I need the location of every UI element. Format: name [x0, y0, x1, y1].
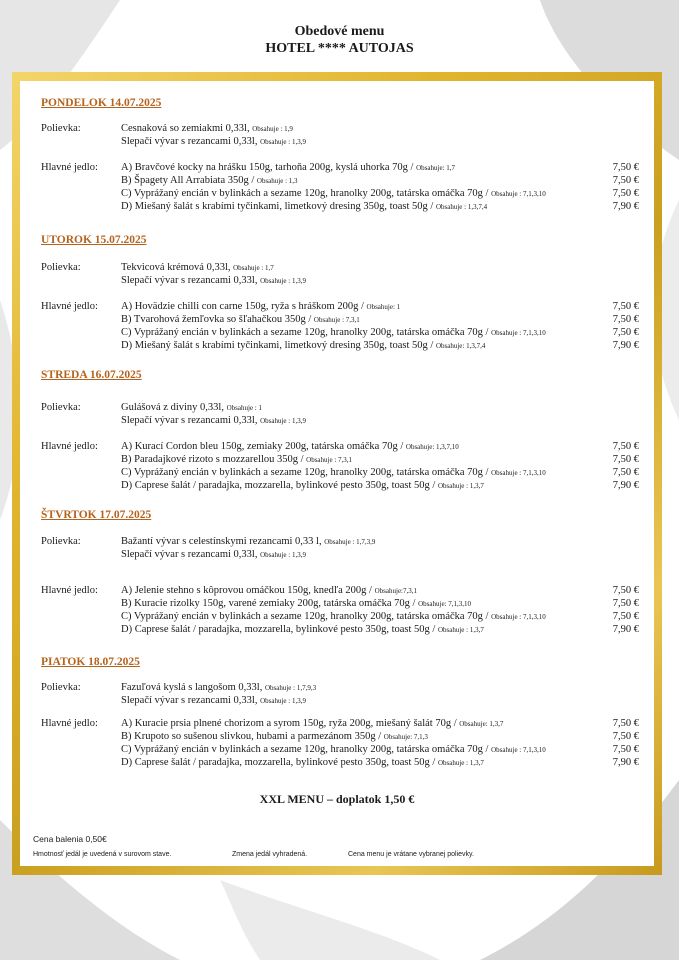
soup-item: Tekvicová krémová 0,33l, Obsahuje : 1,7: [121, 262, 274, 273]
day-heading: STREDA 16.07.2025: [41, 369, 142, 381]
soup-label: Polievka:: [41, 123, 81, 134]
price: 7,50 €: [612, 598, 639, 609]
day-heading: ŠTVRTOK 17.07.2025: [41, 509, 152, 521]
packaging-price: Cena balenia 0,50€: [33, 834, 107, 844]
price: 7,90 €: [612, 201, 639, 212]
main-label: Hlavné jedlo:: [41, 301, 98, 312]
price: 7,50 €: [612, 301, 639, 312]
menu-title: Obedové menu: [294, 24, 385, 39]
main-item: C) Vyprážaný encián v bylinkách a sezame 120g, hranolky 200g, tatárska omáčka 70g / Obsahuje : 7,1,3,10: [121, 744, 546, 755]
soup-item: Slepačí vývar s rezancami 0,33l, Obsahuje : 1,3,9: [121, 549, 306, 560]
main-item: D) Caprese šalát / paradajka, mozzarella, bylinkové pesto 350g, toast 50g / Obsahuje : 1,3,7: [121, 480, 484, 491]
price: 7,50 €: [612, 162, 639, 173]
day-heading: PIATOK 18.07.2025: [41, 656, 140, 668]
price: 7,50 €: [612, 744, 639, 755]
main-item: B) Kuracie rizolky 150g, varené zemiaky 200g, tatárska omáčka 70g / Obsahuje: 7,1,3,10: [121, 598, 471, 609]
main-item: D) Caprese šalát / paradajka, mozzarella, bylinkové pesto 350g, toast 50g / Obsahuje : 1,3,7: [121, 624, 484, 635]
price: 7,90 €: [612, 340, 639, 351]
main-item: D) Miešaný šalát s krabími tyčinkami, limetkový dresing 350g, toast 50g / Obsahuje: 1,3,7,4: [121, 340, 486, 351]
gold-frame: [12, 72, 662, 875]
soup-item: Slepačí vývar s rezancami 0,33l, Obsahuje : 1,3,9: [121, 136, 306, 147]
main-item: A) Jelenie stehno s kôprovou omáčkou 150g, knedľa 200g / Obsahuje:7,3,1: [121, 585, 417, 596]
footer-note-price: Cena menu je vrátane vybranej polievky.: [348, 851, 474, 858]
main-item: C) Vyprážaný encián v bylinkách a sezame 120g, hranolky 200g, tatárska omáčka 70g / Obsahuje : 7,1,3,10: [121, 327, 546, 338]
price: 7,90 €: [612, 757, 639, 768]
main-label: Hlavné jedlo:: [41, 585, 98, 596]
main-item: B) Špagety All Arrabiata 350g / Obsahuje : 1,3: [121, 175, 298, 186]
main-label: Hlavné jedlo:: [41, 718, 98, 729]
soup-label: Polievka:: [41, 262, 81, 273]
main-item: D) Miešaný šalát s krabími tyčinkami, limetkový dresing 350g, toast 50g / Obsahuje : 1,3,7,4: [121, 201, 488, 212]
price: 7,50 €: [612, 611, 639, 622]
price: 7,90 €: [612, 480, 639, 491]
main-item: A) Bravčové kocky na hrášku 150g, tarhoňa 200g, kyslá uhorka 70g / Obsahuje: 1,7: [121, 162, 455, 173]
main-item: C) Vyprážaný encián v bylinkách a sezame 120g, hranolky 200g, tatárska omáčka 70g / Obsahuje : 7,1,3,10: [121, 467, 546, 478]
soup-label: Polievka:: [41, 536, 81, 547]
soup-item: Slepačí vývar s rezancami 0,33l, Obsahuje : 1,3,9: [121, 275, 306, 286]
price: 7,50 €: [612, 454, 639, 465]
soup-item: Cesnaková so zemiakmi 0,33l, Obsahuje : 1,9: [121, 123, 293, 134]
soup-item: Gulášová z diviny 0,33l, Obsahuje : 1: [121, 402, 262, 413]
price: 7,50 €: [612, 441, 639, 452]
main-label: Hlavné jedlo:: [41, 162, 98, 173]
menu-sheet: [20, 81, 654, 866]
price: 7,50 €: [612, 188, 639, 199]
price: 7,50 €: [612, 327, 639, 338]
price: 7,50 €: [612, 585, 639, 596]
main-item: A) Kuracie prsia plnené chorizom a syrom 150g, ryža 200g, miešaný šalát 70g / Obsahuje: 1,3,7: [121, 718, 504, 729]
main-item: B) Krupoto so sušenou slivkou, hubami a parmezánom 350g / Obsahuje: 7,1,3: [121, 731, 428, 742]
soup-item: Bažantí vývar s celestínskymi rezancami 0,33 l, Obsahuje : 1,7,3,9: [121, 536, 376, 547]
xxl-menu-note: XXL MENU – doplatok 1,50 €: [259, 792, 415, 806]
footer-note-change: Zmena jedál vyhradená.: [232, 851, 308, 858]
price: 7,50 €: [612, 718, 639, 729]
day-heading: UTOROK 15.07.2025: [41, 234, 147, 246]
soup-label: Polievka:: [41, 402, 81, 413]
soup-item: Fazuľová kyslá s langošom 0,33l, Obsahuje : 1,7,9,3: [121, 682, 317, 693]
main-item: A) Hovädzie chilli con carne 150g, ryža s hráškom 200g / Obsahuje: 1: [121, 301, 401, 312]
main-item: B) Tvarohová žemľovka so šľahačkou 350g / Obsahuje : 7,3,1: [121, 314, 360, 325]
price: 7,50 €: [612, 467, 639, 478]
price: 7,90 €: [612, 624, 639, 635]
price: 7,50 €: [612, 175, 639, 186]
main-item: B) Paradajkové rizoto s mozzarellou 350g / Obsahuje : 7,3,1: [121, 454, 353, 465]
hotel-name: HOTEL **** AUTOJAS: [265, 41, 414, 56]
main-label: Hlavné jedlo:: [41, 441, 98, 452]
soup-label: Polievka:: [41, 682, 81, 693]
price: 7,50 €: [612, 731, 639, 742]
main-item: C) Vyprážaný encián v bylinkách a sezame 120g, hranolky 200g, tatárska omáčka 70g / Obsahuje : 7,1,3,10: [121, 188, 546, 199]
soup-item: Slepačí vývar s rezancami 0,33l, Obsahuje : 1,3,9: [121, 415, 306, 426]
soup-item: Slepačí vývar s rezancami 0,33l, Obsahuje : 1,3,9: [121, 695, 306, 706]
main-item: A) Kurací Cordon bleu 150g, zemiaky 200g, tatárska omáčka 70g / Obsahuje: 1,3,7,10: [121, 441, 459, 452]
main-item: C) Vyprážaný encián v bylinkách a sezame 120g, hranolky 200g, tatárska omáčka 70g / Obsahuje : 7,1,3,10: [121, 611, 546, 622]
footer-note-weight: Hmotnosť jedál je uvedená v surovom stave.: [33, 851, 172, 858]
day-heading: PONDELOK 14.07.2025: [41, 97, 162, 109]
main-item: D) Caprese šalát / paradajka, mozzarella, bylinkové pesto 350g, toast 50g / Obsahuje : 1,3,7: [121, 757, 484, 768]
price: 7,50 €: [612, 314, 639, 325]
